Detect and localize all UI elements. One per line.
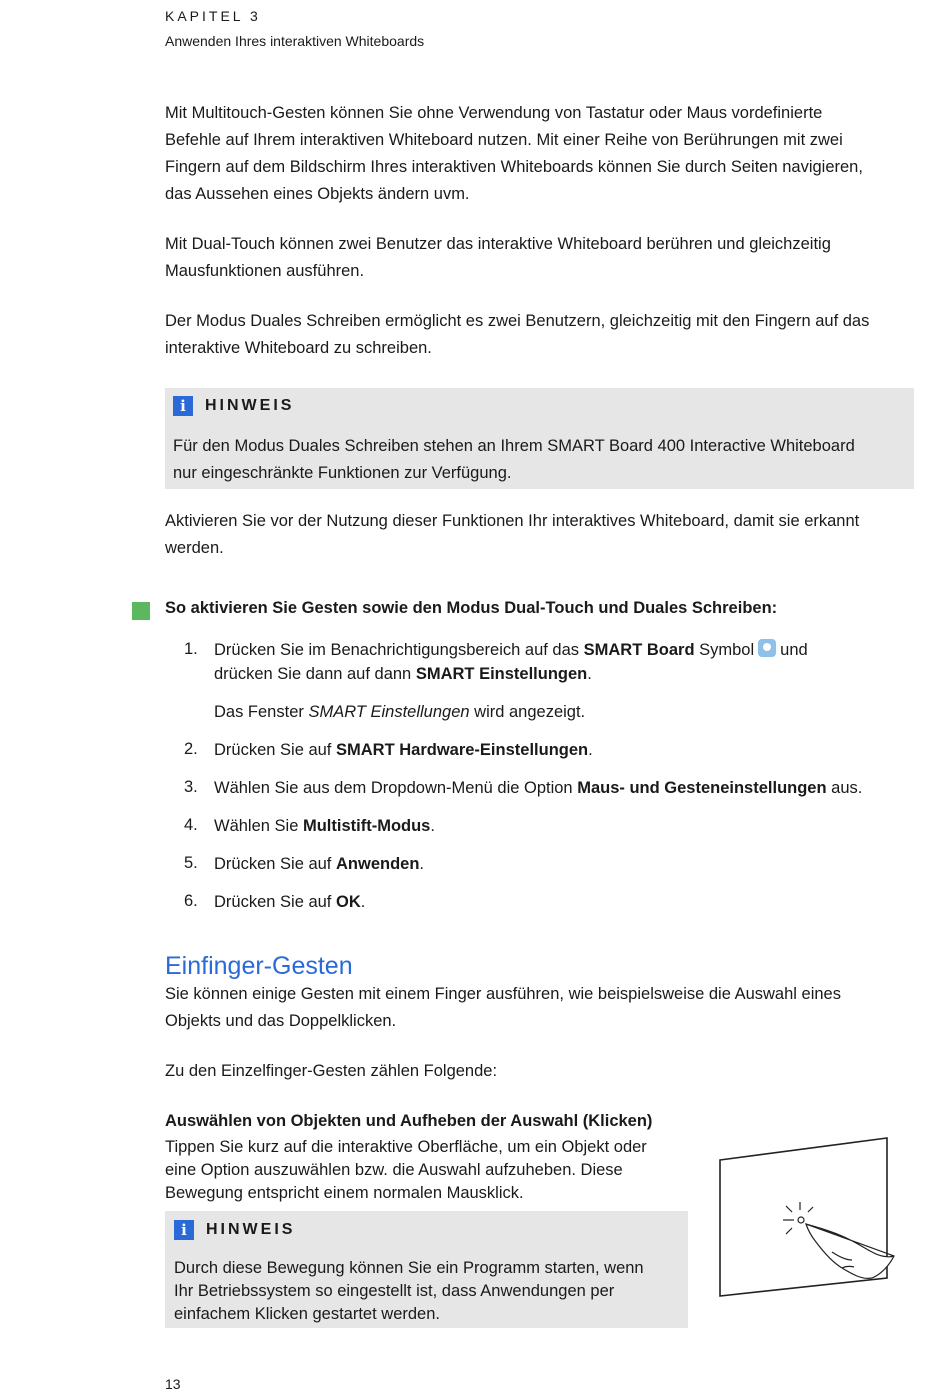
chapter-subtitle: Anwenden Ihres interaktiven Whiteboards xyxy=(165,33,425,49)
text-line: Mausfunktionen ausführen. xyxy=(165,262,365,280)
step-line: Drücken Sie im Benachrichtigungsbereich auf das SMART Board Symbol und xyxy=(214,641,808,659)
text-line: nur eingeschränkte Funktionen zur Verfügung. xyxy=(173,464,512,482)
text-line: Der Modus Duales Schreiben ermöglicht es zwei Benutzern, gleichzeitig mit den Fingern auf das xyxy=(165,312,870,330)
text-line: Mit Dual-Touch können zwei Benutzer das interaktive Whiteboard berühren und gleichzeitig xyxy=(165,235,831,253)
note-header xyxy=(174,1220,295,1240)
text-line: Tippen Sie kurz auf die interaktive Oberfläche, um ein Objekt oder xyxy=(165,1138,647,1156)
text-line: Fingern auf dem Bildschirm Ihres interaktiven Whiteboards können Sie durch Seiten navigieren, xyxy=(165,158,863,176)
procedure-marker-icon xyxy=(132,602,150,620)
text-line: einfachem Klicken gestartet werden. xyxy=(174,1305,440,1323)
paragraph-dual-writing xyxy=(165,308,915,362)
text-line: Sie können einige Gesten mit einem Finger ausführen, wie beispielsweise die Auswahl eines xyxy=(165,985,841,1003)
gesture-description xyxy=(165,1136,705,1205)
step-1-result: Das Fenster SMART Einstellungen wird angezeigt. xyxy=(214,703,586,721)
smart-board-icon xyxy=(758,639,776,657)
note-box xyxy=(165,1211,688,1328)
step-6: Drücken Sie auf OK. xyxy=(214,893,366,911)
text-line: Für den Modus Duales Schreiben stehen an Ihrem SMART Board 400 Interactive Whiteboard xyxy=(173,437,855,455)
step-number: 1. xyxy=(184,640,198,658)
step-2: Drücken Sie auf SMART Hardware-Einstellungen. xyxy=(214,741,593,759)
section-intro xyxy=(165,981,915,1035)
step-number: 6. xyxy=(184,892,198,910)
step-4: Wählen Sie Multistift-Modus. xyxy=(214,817,435,835)
note-box xyxy=(165,388,914,489)
note-header xyxy=(173,396,294,416)
step-line: drücken Sie dann auf dann SMART Einstellungen. xyxy=(214,665,592,683)
tap-gesture-illustration xyxy=(712,1130,907,1305)
section-heading: Einfinger-Gesten xyxy=(165,952,353,980)
paragraph-dual-touch xyxy=(165,231,915,285)
step-5: Drücken Sie auf Anwenden. xyxy=(214,855,424,873)
text-line: eine Option auszuwählen bzw. die Auswahl aufzuheben. Diese xyxy=(165,1161,623,1179)
step-number: 5. xyxy=(184,854,198,872)
text-line: das Aussehen eines Objekts ändern uvm. xyxy=(165,185,470,203)
text-line: Befehle auf Ihrem interaktiven Whiteboard nutzen. Mit einer Reihe von Berührungen mit zwei xyxy=(165,131,843,149)
note-title: HINWEIS xyxy=(205,397,295,414)
text-line: Bewegung entspricht einem normalen Mausklick. xyxy=(165,1184,524,1202)
chapter-label: KAPITEL 3 xyxy=(165,8,261,24)
text-line: interaktive Whiteboard zu schreiben. xyxy=(165,339,432,357)
note-text xyxy=(174,1257,644,1326)
text-line: Ihr Betriebssystem so eingestellt ist, dass Anwendungen per xyxy=(174,1282,615,1300)
step-number: 2. xyxy=(184,740,198,758)
note-title: HINWEIS xyxy=(206,1221,296,1238)
text-line: Mit Multitouch-Gesten können Sie ohne Verwendung von Tastatur oder Maus vordefinierte xyxy=(165,104,823,122)
note-text xyxy=(173,433,855,487)
text-line: Objekts und das Doppelklicken. xyxy=(165,1012,397,1030)
step-number: 3. xyxy=(184,778,198,796)
intro-paragraph-multitouch xyxy=(165,100,915,208)
procedure-title: So aktivieren Sie Gesten sowie den Modus Dual-Touch und Duales Schreiben: xyxy=(165,599,778,617)
page-number: 13 xyxy=(165,1376,181,1392)
info-icon: i xyxy=(173,396,193,416)
text-line: Aktivieren Sie vor der Nutzung dieser Funktionen Ihr interaktives Whiteboard, damit sie erkannt xyxy=(165,512,860,530)
step-3: Wählen Sie aus dem Dropdown-Menü die Option Maus- und Gesteneinstellungen aus. xyxy=(214,779,863,797)
paragraph-activate xyxy=(165,508,915,562)
text-line: Durch diese Bewegung können Sie ein Programm starten, wenn xyxy=(174,1259,644,1277)
step-1 xyxy=(214,638,914,686)
gesture-subheading: Auswählen von Objekten und Aufheben der Auswahl (Klicken) xyxy=(165,1112,653,1130)
info-icon: i xyxy=(174,1220,194,1240)
text-line: werden. xyxy=(165,539,224,557)
list-intro: Zu den Einzelfinger-Gesten zählen Folgende: xyxy=(165,1062,498,1080)
step-number: 4. xyxy=(184,816,198,834)
